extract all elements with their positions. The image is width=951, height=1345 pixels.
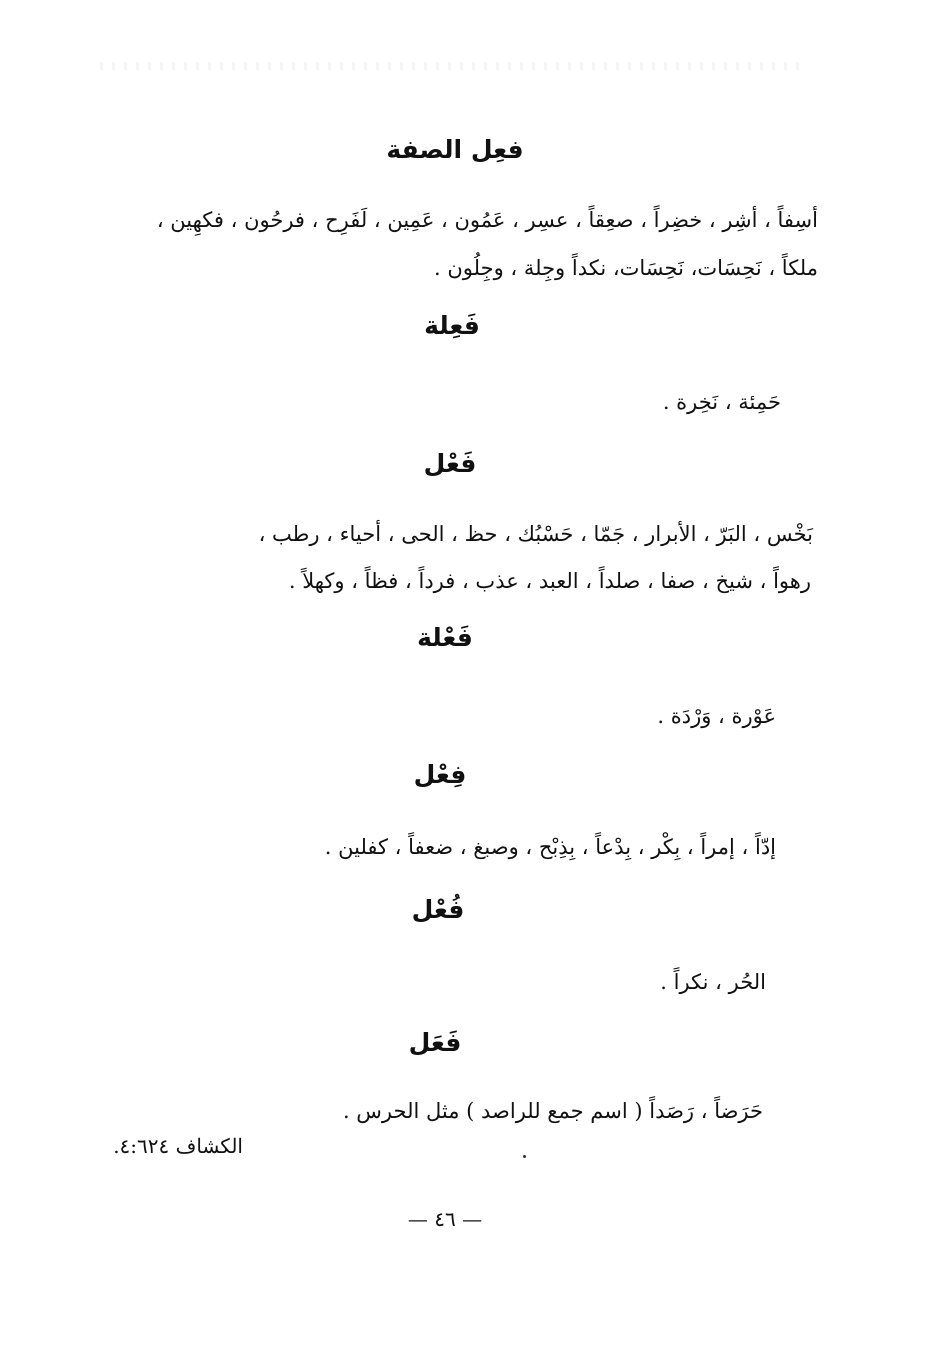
section-text-3-line-2: رهواً ، شيخ ، صفا ، صلداً ، العبد ، عذب ، فرداً ، فظاً ، وكهلاً .	[288, 569, 811, 593]
page-number: — ٤٦ —	[407, 1207, 483, 1231]
section-text-3-line-1: بَخْس ، البَرّ ، الأبرار ، جَمّا ، حَسْبُك ، حظ ، الحى ، أحياء ، رطب ،	[258, 522, 813, 546]
section-heading-6: فُعْل	[411, 895, 465, 924]
section-heading-3: فَعْل	[423, 449, 477, 478]
section-heading-4: فَعْلة	[417, 623, 473, 652]
section-text-1-line-1: أسِفاً ، أشِر ، خضِراً ، صعِقاً ، عسِر ، عَمُون ، عَمِين ، لَفَرِح ، فرحُون ، فكهِين ،	[156, 208, 818, 232]
section-text-1-line-2: ملكاً ، نَحِسَات، نَحِسَات، نكداً وجِلة ، وجِلُون .	[434, 256, 818, 280]
section-text-7: حَرَضاً ، رَصَداً ( اسم جمع للراصد ) مثل الحرس .	[342, 1099, 763, 1123]
footnote: الكشاف ٤:٦٢٤.	[113, 1134, 243, 1158]
section-text-2: حَمِئة ، نَخِرة .	[662, 390, 781, 414]
section-text-5: إدّاً ، إمراً ، بِكْر ، بِدْعاً ، بِذِبْح ، وصبغ ، ضعفاً ، كفلين .	[324, 835, 776, 859]
section-text-6: الحُر ، نكراً .	[660, 970, 766, 994]
ink-speck	[523, 1155, 526, 1158]
scan-artifact	[100, 62, 800, 70]
section-text-4: عَوْرة ، وَرْدَة .	[657, 704, 776, 728]
section-heading-5: فِعْل	[413, 760, 467, 789]
section-heading-2: فَعِلة	[424, 311, 480, 340]
section-heading-7: فَعَل	[408, 1028, 462, 1057]
section-heading-1: فعِل الصفة	[386, 135, 524, 164]
